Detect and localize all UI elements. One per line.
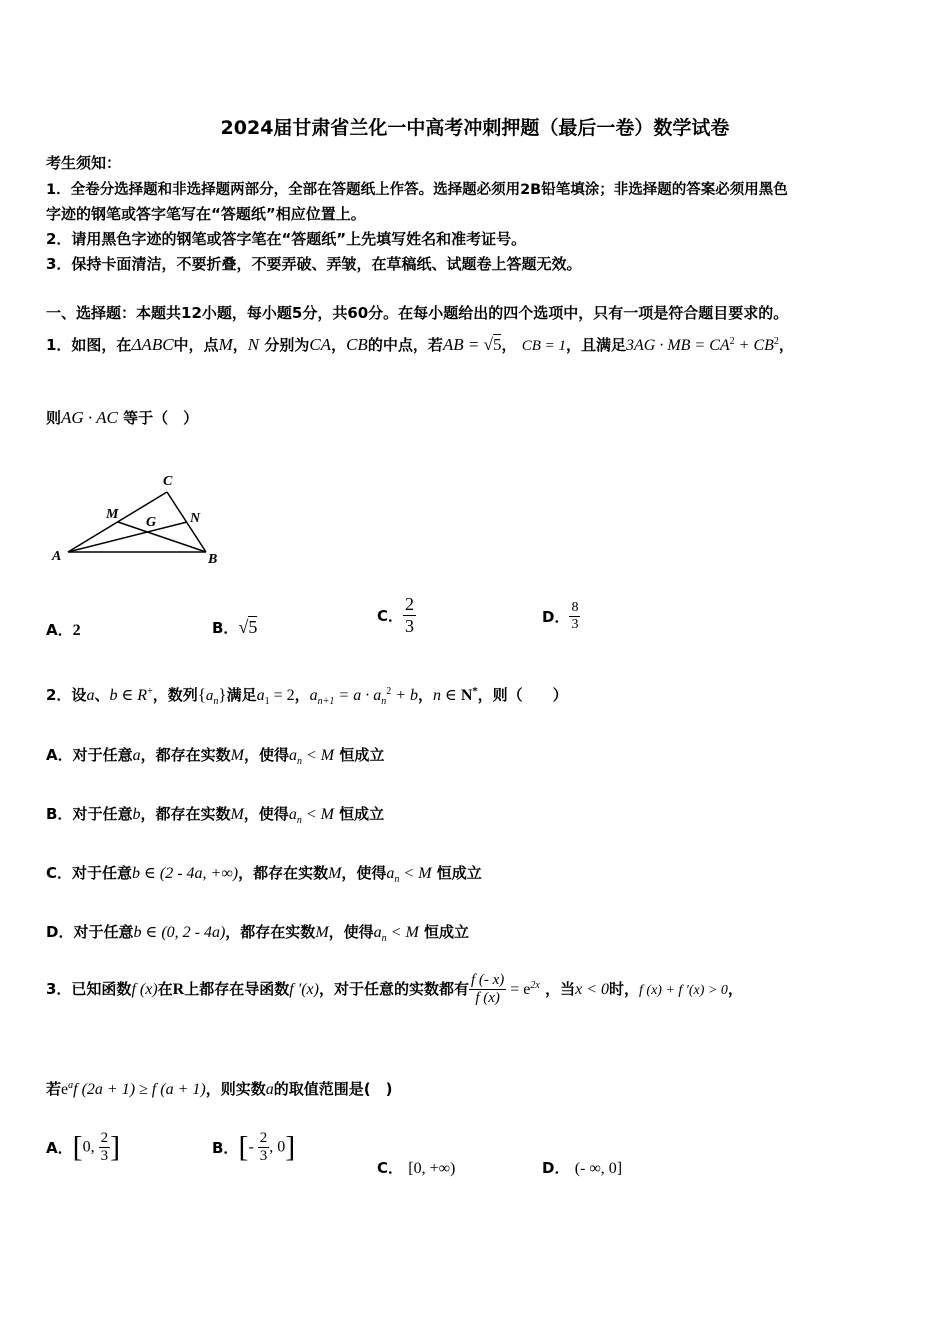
q2-stem: 2．设a、b ∈ R+，数列$\{a_n\}$满足$a_1 = 2$，$a_{n+1} = a \cdot a_n^2 + b$，n ∈ N*，则（ ） — [46, 685, 568, 707]
label-M: M — [106, 507, 119, 522]
q3-option-c[interactable]: C． [0, +∞) — [377, 1159, 456, 1177]
q1-option-c[interactable]: C． $\frac{2}{3}$ — [377, 594, 415, 636]
page-title: 2024届甘肃省兰化一中高考冲刺押题（最后一卷）数学试卷 — [220, 117, 730, 139]
section-heading: 一、选择题：本题共12小题，每小题5分，共60分。在每小题给出的四个选项中，只有一项是符合题目要求的。 — [46, 304, 789, 322]
q2-option-b[interactable]: B．对于任意b，都存在实数M，使得$a_n < M$ 恒成立 — [46, 805, 385, 826]
label-A: A — [52, 549, 62, 564]
notice-item-1-cont: 字迹的钢笔或答字笔写在“答题纸”相应位置上。 — [46, 205, 366, 223]
q1-option-b[interactable]: B．√5 — [212, 617, 258, 637]
label-G: G — [146, 515, 157, 530]
q1-stem-line1: 1．如图，在ΔABC中，点M，N 分别为CA，CB的中点，若AB = √5， CB = 1，且满足3AG · MB = $CA^2 + CB^2$， — [46, 335, 794, 354]
notice-item-1: 1．全卷分选择题和非选择题两部分，全部在答题纸上作答。选择题必须用2B铅笔填涂；非选择题的答案必须用黑色 — [46, 182, 788, 198]
q3-option-d[interactable]: D． (- ∞, 0] — [542, 1159, 623, 1177]
q2-option-c[interactable]: C．对于任意b ∈ (2 - 4a, +∞)，都存在实数M，使得$a_n < M$ 恒成立 — [46, 864, 482, 885]
q3-stem-line1: 3．已知函数f (x)在R上都存在导函数f ′(x)，对于任意的实数都有 $\frac{f (- x)}{f (x)}$ = $e^{2x}$ ，当x < 0时，f (x) + f ′(x) > 0， — [46, 972, 743, 1006]
q2-option-a[interactable]: A．对于任意a，都存在实数M，使得$a_n < M$ 恒成立 — [46, 746, 385, 767]
q3-option-a[interactable]: A．[0, $\frac{2}{3}$ ] — [46, 1130, 121, 1164]
q1-stem-line2: 则AG · AC 等于（ ） — [46, 408, 199, 427]
q3-stem-line2: 若$e^af$ (2a + 1) ≥ f (a + 1)，则实数a的取值范围是( ) — [46, 1080, 393, 1098]
label-B: B — [208, 552, 218, 567]
q1-triangle-figure — [40, 468, 240, 573]
q3-option-b[interactable]: B．[- $\frac{2}{3}$ , 0] — [212, 1130, 296, 1164]
notice-heading: 考生须知： — [46, 154, 122, 172]
q1-option-d[interactable]: D． $\frac{8}{3}$ — [542, 600, 579, 632]
label-C: C — [163, 474, 173, 489]
q1-option-a[interactable]: A．2 — [46, 621, 81, 639]
q2-option-d[interactable]: D．对于任意b ∈ (0, 2 - 4a)，都存在实数M，使得$a_n < M$ 恒成立 — [46, 923, 470, 944]
label-N: N — [190, 511, 201, 526]
notice-item-3: 3．保持卡面清洁，不要折叠，不要弄破、弄皱，在草稿纸、试题卷上答题无效。 — [46, 255, 582, 273]
notice-item-2: 2．请用黑色字迹的钢笔或答字笔在“答题纸”上先填写姓名和准考证号。 — [46, 230, 527, 248]
median-AN — [68, 522, 187, 552]
median-BM — [118, 522, 206, 552]
